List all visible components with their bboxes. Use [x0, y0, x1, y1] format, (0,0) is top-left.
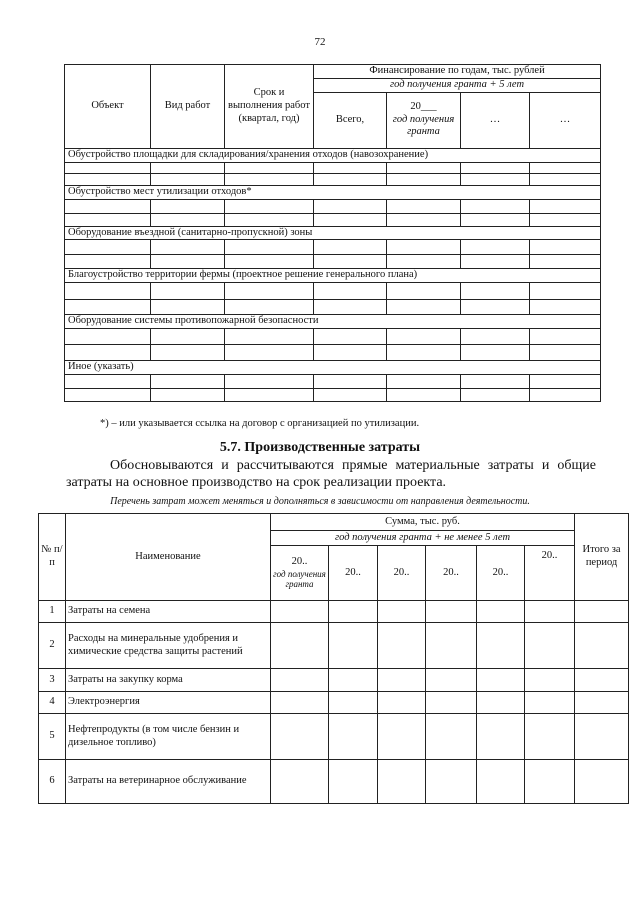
empty-cell[interactable]	[314, 283, 387, 300]
empty-cell[interactable]	[65, 328, 151, 344]
empty-cell[interactable]	[461, 328, 530, 344]
empty-cell[interactable]	[65, 388, 151, 401]
empty-cell[interactable]	[461, 300, 530, 315]
section-title: Оборудование въездной (санитарно-пропускной) зоны	[65, 226, 601, 240]
empty-cell[interactable]	[225, 300, 314, 315]
empty-cell[interactable]	[426, 669, 477, 692]
empty-cell[interactable]	[530, 283, 601, 300]
empty-cell[interactable]	[525, 714, 575, 760]
empty-cell[interactable]	[314, 374, 387, 388]
empty-cell[interactable]	[225, 283, 314, 300]
empty-cell[interactable]	[65, 374, 151, 388]
header-ellipsis-2: …	[530, 92, 601, 148]
empty-cell[interactable]	[477, 669, 525, 692]
header-financing: Финансирование по годам, тыс. рублей	[314, 65, 601, 79]
empty-cell[interactable]	[530, 374, 601, 388]
table-row	[65, 283, 601, 300]
empty-cell[interactable]	[530, 300, 601, 315]
empty-cell[interactable]	[151, 162, 225, 173]
empty-cell[interactable]	[314, 213, 387, 226]
empty-cell[interactable]	[575, 760, 629, 804]
section-title: Обустройство мест утилизации отходов*	[65, 185, 601, 199]
header-year-sub: год получения гранта	[392, 113, 455, 138]
empty-cell[interactable]	[314, 240, 387, 255]
empty-cell[interactable]	[271, 760, 329, 804]
empty-cell[interactable]	[65, 300, 151, 315]
empty-cell[interactable]	[378, 760, 426, 804]
empty-cell[interactable]	[65, 240, 151, 255]
empty-cell[interactable]	[151, 240, 225, 255]
header-year: 20___	[410, 101, 437, 113]
table-row	[65, 240, 601, 255]
empty-cell[interactable]	[575, 714, 629, 760]
table-row	[65, 328, 601, 344]
empty-cell[interactable]	[378, 692, 426, 714]
row-number: 1	[39, 601, 66, 623]
empty-cell[interactable]	[477, 760, 525, 804]
empty-cell[interactable]	[387, 162, 461, 173]
empty-cell[interactable]	[271, 669, 329, 692]
row-name: Затраты на семена	[66, 601, 271, 623]
empty-cell[interactable]	[387, 199, 461, 213]
empty-cell[interactable]	[525, 623, 575, 669]
empty-cell[interactable]	[151, 213, 225, 226]
empty-cell[interactable]	[65, 213, 151, 226]
empty-cell[interactable]	[387, 344, 461, 360]
header-year-1: 20..	[329, 546, 378, 601]
empty-cell[interactable]	[314, 199, 387, 213]
costs-table	[38, 513, 629, 804]
empty-cell[interactable]	[65, 344, 151, 360]
empty-cell[interactable]	[461, 374, 530, 388]
table-row	[65, 213, 601, 226]
empty-cell[interactable]	[151, 344, 225, 360]
header-year-2: 20..	[378, 546, 426, 601]
empty-cell[interactable]	[65, 162, 151, 173]
empty-cell[interactable]	[387, 300, 461, 315]
row-number: 3	[39, 669, 66, 692]
empty-cell[interactable]	[271, 623, 329, 669]
empty-cell[interactable]	[314, 388, 387, 401]
empty-cell[interactable]	[378, 623, 426, 669]
empty-cell[interactable]	[225, 255, 314, 269]
empty-cell[interactable]	[525, 692, 575, 714]
table-row	[39, 692, 629, 714]
empty-cell[interactable]	[151, 255, 225, 269]
empty-cell[interactable]	[530, 199, 601, 213]
empty-cell[interactable]	[151, 328, 225, 344]
empty-cell[interactable]	[151, 300, 225, 315]
empty-cell[interactable]	[65, 173, 151, 185]
note: Перечень затрат может меняться и дополняться в зависимости от направления деятельности.	[110, 496, 530, 507]
header-total: Всего,	[314, 92, 387, 148]
table-row	[39, 601, 629, 623]
row-name: Расходы на минеральные удобрения и химические средства защиты растений	[66, 623, 271, 669]
empty-cell[interactable]	[387, 283, 461, 300]
empty-cell[interactable]	[329, 714, 378, 760]
header-name: Наименование	[66, 514, 271, 601]
empty-cell[interactable]	[530, 173, 601, 185]
financing-table	[64, 64, 601, 402]
row-name: Электроэнергия	[66, 692, 271, 714]
empty-cell[interactable]	[151, 199, 225, 213]
empty-cell[interactable]	[271, 714, 329, 760]
empty-cell[interactable]	[461, 344, 530, 360]
empty-cell[interactable]	[329, 692, 378, 714]
table-row	[65, 344, 601, 360]
header-sum: Сумма, тыс. руб.	[271, 514, 575, 531]
table-row	[65, 199, 601, 213]
empty-cell[interactable]	[426, 601, 477, 623]
empty-cell[interactable]	[225, 199, 314, 213]
row-number: 4	[39, 692, 66, 714]
empty-cell[interactable]	[151, 374, 225, 388]
empty-cell[interactable]	[525, 669, 575, 692]
empty-cell[interactable]	[225, 162, 314, 173]
empty-cell[interactable]	[575, 623, 629, 669]
empty-cell[interactable]	[387, 388, 461, 401]
empty-cell[interactable]	[314, 328, 387, 344]
empty-cell[interactable]	[225, 374, 314, 388]
empty-cell[interactable]	[271, 692, 329, 714]
empty-cell[interactable]	[477, 601, 525, 623]
empty-cell[interactable]	[530, 255, 601, 269]
empty-cell[interactable]	[530, 344, 601, 360]
empty-cell[interactable]	[461, 199, 530, 213]
empty-cell[interactable]	[477, 623, 525, 669]
row-number: 5	[39, 714, 66, 760]
header-year-0: 20..	[291, 555, 308, 567]
empty-cell[interactable]	[525, 760, 575, 804]
header-sum-sub: год получения гранта + не менее 5 лет	[271, 531, 575, 546]
empty-cell[interactable]	[530, 213, 601, 226]
header-year-5: 20..	[525, 546, 575, 601]
empty-cell[interactable]	[65, 255, 151, 269]
empty-cell[interactable]	[461, 173, 530, 185]
empty-cell[interactable]	[461, 162, 530, 173]
table-row	[39, 760, 629, 804]
table-row	[39, 669, 629, 692]
footnote: *) – или указывается ссылка на договор с организацией по утилизации.	[100, 418, 420, 429]
header-ellipsis-1: …	[461, 92, 530, 148]
header-year-cell	[387, 92, 461, 148]
table-row	[65, 388, 601, 401]
paragraph: Обосновываются и рассчитываются прямые материальные затраты и общие затраты на основное производство на срок реализации проекта.	[66, 458, 596, 490]
empty-cell[interactable]	[477, 692, 525, 714]
header-work-type: Вид работ	[151, 65, 225, 149]
table-row	[39, 714, 629, 760]
empty-cell[interactable]	[575, 692, 629, 714]
empty-cell[interactable]	[225, 173, 314, 185]
section-heading: 5.7. Производственные затраты	[219, 440, 421, 455]
header-total: Итого за период	[575, 514, 629, 601]
table-row	[39, 623, 629, 669]
empty-cell[interactable]	[387, 213, 461, 226]
section-title: Благоустройство территории фермы (проектное решение генерального плана)	[65, 269, 601, 283]
empty-cell[interactable]	[225, 388, 314, 401]
empty-cell[interactable]	[461, 213, 530, 226]
empty-cell[interactable]	[477, 714, 525, 760]
empty-cell[interactable]	[151, 388, 225, 401]
empty-cell[interactable]	[387, 328, 461, 344]
table-row	[65, 173, 601, 185]
empty-cell[interactable]	[314, 344, 387, 360]
table-row	[65, 255, 601, 269]
empty-cell[interactable]	[378, 601, 426, 623]
empty-cell[interactable]	[426, 714, 477, 760]
empty-cell[interactable]	[225, 328, 314, 344]
empty-cell[interactable]	[329, 669, 378, 692]
empty-cell[interactable]	[387, 255, 461, 269]
empty-cell[interactable]	[329, 601, 378, 623]
empty-cell[interactable]	[225, 213, 314, 226]
empty-cell[interactable]	[461, 283, 530, 300]
empty-cell[interactable]	[575, 601, 629, 623]
page-number: 72	[314, 36, 326, 48]
empty-cell[interactable]	[575, 669, 629, 692]
empty-cell[interactable]	[530, 240, 601, 255]
empty-cell[interactable]	[530, 328, 601, 344]
table-row	[65, 374, 601, 388]
empty-cell[interactable]	[461, 388, 530, 401]
empty-cell[interactable]	[329, 623, 378, 669]
header-year-0-cell	[271, 546, 329, 601]
empty-cell[interactable]	[271, 601, 329, 623]
empty-cell[interactable]	[461, 240, 530, 255]
empty-cell[interactable]	[530, 162, 601, 173]
empty-cell[interactable]	[314, 255, 387, 269]
empty-cell[interactable]	[461, 255, 530, 269]
table-row	[65, 300, 601, 315]
header-year-0-sub: год получения гранта	[273, 568, 326, 590]
row-name: Затраты на ветеринарное обслуживание	[66, 760, 271, 804]
row-number: 6	[39, 760, 66, 804]
section-title: Обустройство площадки для складирования/хранения отходов (навозохранение)	[65, 148, 601, 162]
empty-cell[interactable]	[151, 283, 225, 300]
table-row	[65, 162, 601, 173]
empty-cell[interactable]	[387, 240, 461, 255]
empty-cell[interactable]	[225, 344, 314, 360]
empty-cell[interactable]	[426, 623, 477, 669]
empty-cell[interactable]	[525, 601, 575, 623]
empty-cell[interactable]	[530, 388, 601, 401]
empty-cell[interactable]	[387, 173, 461, 185]
header-year-3: 20..	[426, 546, 477, 601]
empty-cell[interactable]	[314, 162, 387, 173]
row-name: Нефтепродукты (в том числе бензин и дизельное топливо)	[66, 714, 271, 760]
empty-cell[interactable]	[426, 760, 477, 804]
empty-cell[interactable]	[65, 199, 151, 213]
empty-cell[interactable]	[378, 714, 426, 760]
header-num: № п/п	[39, 514, 66, 601]
empty-cell[interactable]	[387, 374, 461, 388]
empty-cell[interactable]	[151, 173, 225, 185]
header-object: Объект	[65, 65, 151, 149]
header-financing-sub: год получения гранта + 5 лет	[314, 78, 601, 92]
empty-cell[interactable]	[426, 692, 477, 714]
header-year-4: 20..	[477, 546, 525, 601]
empty-cell[interactable]	[329, 760, 378, 804]
header-term: Срок и выполнения работ (квартал, год)	[225, 65, 314, 149]
empty-cell[interactable]	[314, 300, 387, 315]
row-name: Затраты на закупку корма	[66, 669, 271, 692]
empty-cell[interactable]	[65, 283, 151, 300]
empty-cell[interactable]	[378, 669, 426, 692]
section-title: Иное (указать)	[65, 360, 601, 374]
section-title: Оборудование системы противопожарной безопасности	[65, 315, 601, 329]
row-number: 2	[39, 623, 66, 669]
empty-cell[interactable]	[225, 240, 314, 255]
empty-cell[interactable]	[314, 173, 387, 185]
